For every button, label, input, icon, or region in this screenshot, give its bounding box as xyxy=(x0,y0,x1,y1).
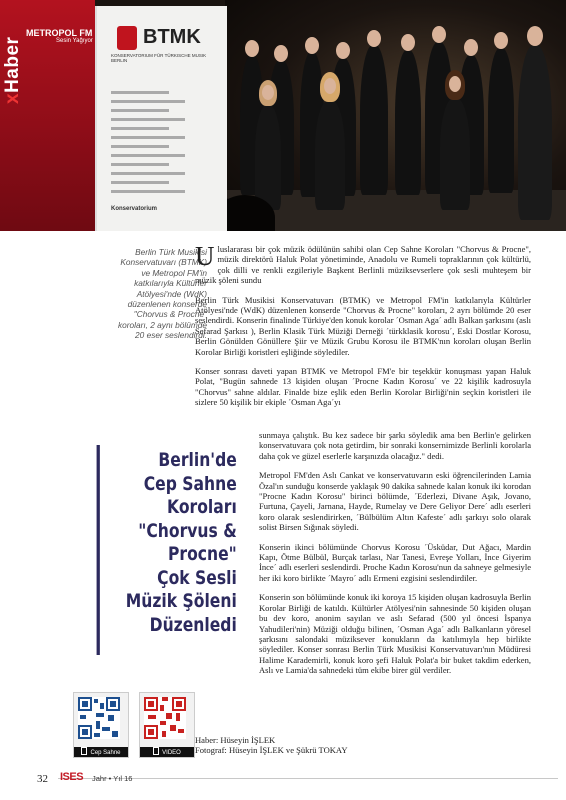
qr-label: Cep Sahne xyxy=(74,747,128,757)
qr-code-video[interactable] xyxy=(139,692,195,758)
issue-label: Jahr • Yıl 16 xyxy=(92,774,133,783)
article-paragraph: Konser sonrası daveti yapan BTMK ve Metropol FM'e bir teşekkür konuşması yapan Haluk Polat, "Bugün sahnede 13 kişiden oluşan ´Procne Kadın Korosu´ ve 22 kişilik kadrosuyla "Chorvus" sahne aldılar. Finalde bize eşlik eden Berlin Korolar Birliği'nin seçkin koristleri ile sizlere 50 kişilik bir ekiple ´Osman Aga´yı xyxy=(195,366,531,408)
banner-list xyxy=(111,91,216,199)
article-body-continued xyxy=(259,430,531,685)
btmk-subtitle: KONSERVATORIUM FÜR TÜRKISCHE MUSIK BERLIN xyxy=(111,53,207,63)
credits xyxy=(195,735,531,756)
article-body xyxy=(195,241,531,408)
headline: Berlin'de Cep Sahne Koroları "Chorvus & Procne" Çok Sesli Müzik Şöleni Düzenledi xyxy=(97,445,245,655)
btmk-banner xyxy=(95,6,227,231)
qr-label: VIDEO xyxy=(140,747,194,757)
btmk-logo-text: BTMK xyxy=(143,26,201,48)
article-paragraph: Konserin ikinci bölümünde Chorvus Korosu ´Üsküdar, Dut Ağacı, Mardin Kapı, Ötme Bülbül, Burçak tarlası, Nar Tanesi, Evreşe Yolları, İnce Giyerim İnce´ adlı eserleri seslendirdi. Proche Kadın Korosu'nun da sahneye gelmesiyle her iki koro birlikte ´Mayro´ adlı Ermeni ezgisini seslendirdiler. xyxy=(259,541,531,583)
section-label: xHaber xyxy=(2,36,23,104)
magazine-logo: ISES xyxy=(60,771,84,783)
page-footer xyxy=(0,770,566,800)
phone-icon xyxy=(81,747,87,755)
news-credit: Haber: Hüseyin İŞLEK xyxy=(195,735,276,745)
article-intro: Uluslararası bir çok müzik ödülünün sahibi olan Cep Sahne Koroları "Chorvus & Procne", müzik direktörü Haluk Polat yönetiminde, Anadolu ve Rumeli topraklarının çok kültürlü, çok dilli ve renkli ezgileriyle Başkent Berlinli müziksevserlere çok sesli muhteşem bir müzik şöleni sundu xyxy=(195,241,531,286)
qr-code-icon xyxy=(78,697,120,739)
hero-photo xyxy=(0,0,566,231)
article-paragraph: sunmaya çalıştık. Bu kez sadece bir şarkı söyledik ama ben Berlin'e gelirken konservatuvara çok nota getirdim, bir sonraki konsernimizde Berlinli korolarla daha çok ve güzel eserlerle karşınızda olacağız." dedi. xyxy=(259,430,531,461)
footer-divider xyxy=(58,778,558,779)
drop-cap: U xyxy=(195,241,215,271)
qr-code-icon xyxy=(144,697,186,739)
qr-code-cep-sahne[interactable] xyxy=(73,692,129,758)
photo-caption: Berlin Türk Musikisi Konservatuvarı (BTMK) ve Metropol FM'in katkılarıyla Kültürler Atölyesi'nde (WdK) düzenlenen konserde "Chorvus & Procne" koroları, 2 aynı bölümde 20 eser seslendirdi. xyxy=(117,247,207,341)
btmk-logo-icon xyxy=(117,26,137,50)
page-number: 32 xyxy=(37,773,48,785)
metropol-fm-logo: METROPOL FM Sesin Yağıyor xyxy=(26,28,93,44)
article-paragraph: Berlin Türk Musikisi Konservatuvarı (BTMK) ve Metropol FM'in katkılarıyla Kültürler Atölyesi'nde (WdK) düzenlenen konserde "Chorvus & Procne" koroları, 2 ayrı bölümde 20 eser seslendirdi. Konserin finalinde Türkiye'den konuk korolar ´Osman Aga´ adlı Balkan şarkısını (aslı Sefarad Şarkısı ), Berlin Klasik Türk Müziği Derneği ´türkklasik korosu´, Eski Dostlar Korosu, Berlin Gönülden Gönüllere Şiir ve Müzik Grubu Korosu ile BTMK'nın koroları oluşan Berlin Korolar Birliği koristleri eşliğinde söylediler. xyxy=(195,294,531,357)
banner-footer-text: Konservatorium xyxy=(111,206,158,212)
phone-icon xyxy=(153,747,159,755)
article-paragraph: Konserin son bölümünde konuk iki koroya 15 kişiden oluşan kadrosuyla Berlin Korolar Birliği de katıldı. Kültürler Atölyesi'nin sahnesinde 50 kişiden oluşan bu dev koro, anonim sayılan ve aslı Sefarad (500 yıl öncesi İspanya Yahudileri'nin) Müziği olduğu bilinen, ´Osman Aga´ adlı Balkanların yöresel şarkısını salondaki müziksever konukların da katılımıyla hep birlikte söylediler. Konser sonrası Berlin Türk Musikisi Konservatuvarı'nın Müdüresi Halime Karademirli, konuk koro şefi Haluk Polat'a bir buket takdim ederken, Aslı ve Lamia'da sahnedeki tüm ekibe birer gül verdiler. xyxy=(259,592,531,676)
photo-credit: Fotograf: Hüseyin İŞLEK ve Şükrü TOKAY xyxy=(195,745,348,756)
article-paragraph: Metropol FM'den Aslı Cankat ve konservatuvarın eski öğrencilerinden Lamia Özal'ın sunduğu konserde yaklaşık 90 dakika sahnede kalan konuk iki korodan "Procne Kadın Korosu" birinci bölümde, ´Ederlezi, Divane Aşık, Jovano, Furtuna, Çayeli, Jarnana, Hayde, Rumelay ve Dere Geliyor Dere´ adlı eserleri koro olarak seslendirirken, ´Bülbülüm Altın Kafeste´ adlı şarkıyı solo olarak solist Birsen Sığınak söyledi. xyxy=(259,470,531,533)
